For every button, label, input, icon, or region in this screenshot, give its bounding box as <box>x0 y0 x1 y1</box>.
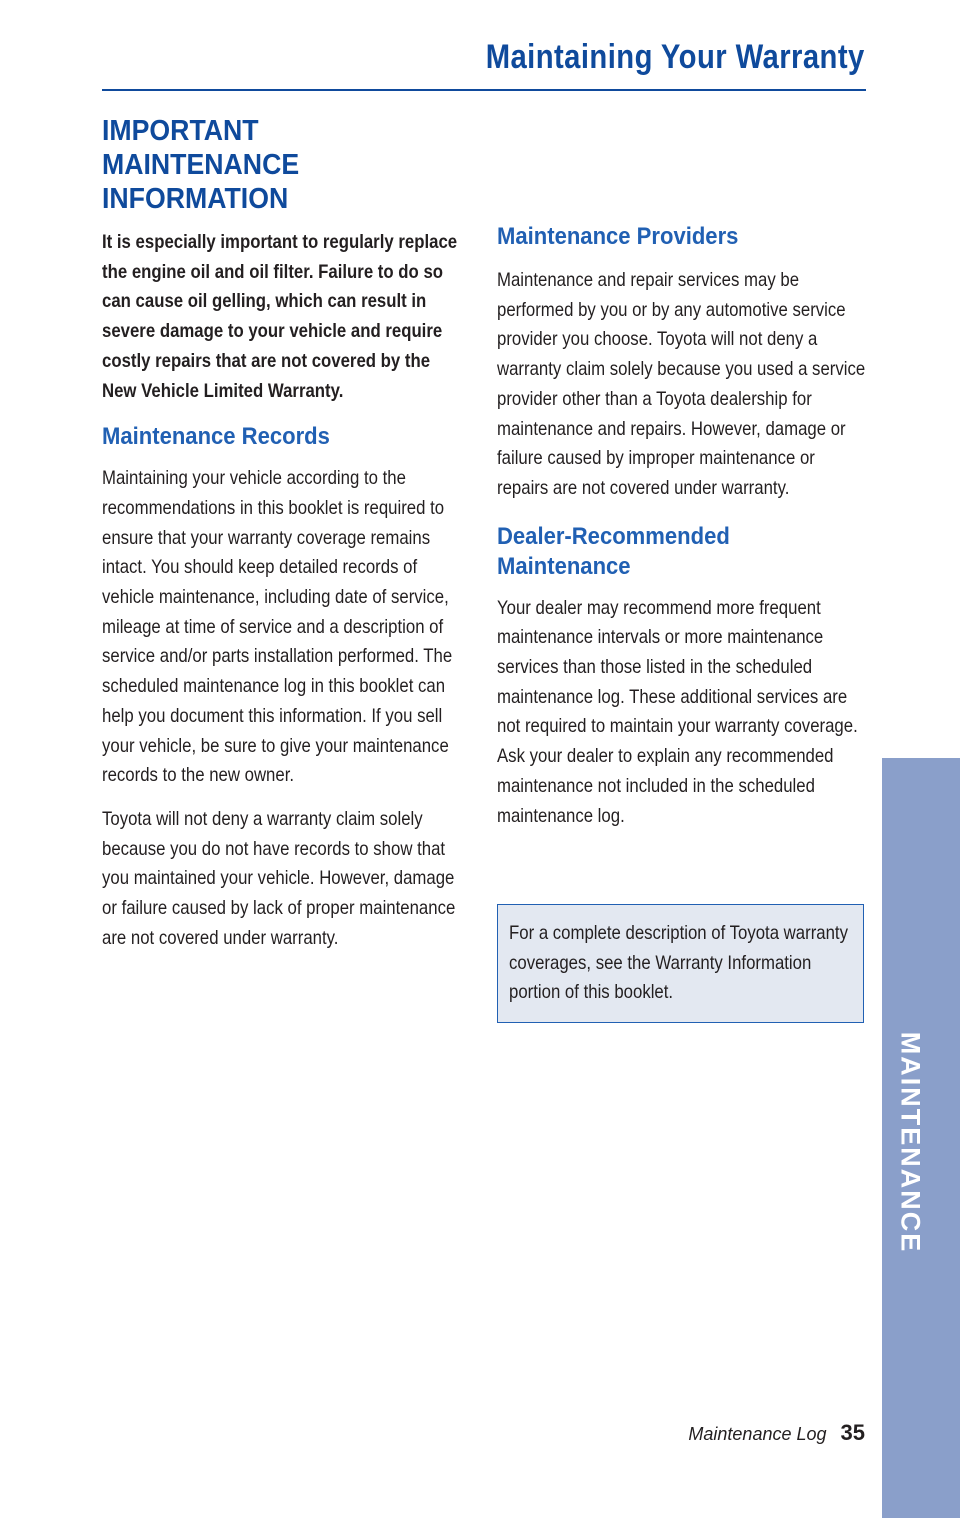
providers-paragraph: Maintenance and repair services may be performed by you or by any automotive service provider you choose. Toyota will not deny a warranty claim solely because you used a service provider other than a Toyota dealership for maintenance and repairs. However, damage or failure caused by improper maintenance or repairs are not covered under warranty. <box>497 269 866 499</box>
warranty-note-text: For a complete description of Toyota warranty coverages, see the Warranty Information portion of this booklet. <box>509 922 848 1004</box>
important-heading: IMPORTANT MAINTENANCE INFORMATION <box>102 115 300 215</box>
page-number: 35 <box>840 1420 865 1445</box>
records-paragraph-1: Maintaining your vehicle according to the recommendations in this booklet is required to ensure that your warranty coverage remains intact. You should keep detailed records of vehicle maintenance, including date of service, mileage at time of service and a description of service and/or parts installation performed. The scheduled maintenance log in this booklet can help you document this information. If you sell your vehicle, be sure to give your maintenance records to the new owner. <box>102 467 453 787</box>
title-divider <box>102 89 866 91</box>
section-tab-text: MAINTENANCE <box>895 1031 926 1253</box>
page-title: Maintaining Your Warranty <box>486 38 865 76</box>
warranty-note-box <box>497 904 864 1023</box>
footer-section-name: Maintenance Log <box>688 1424 827 1444</box>
section-tab-label <box>896 1022 924 1262</box>
dealer-paragraph: Your dealer may recommend more frequent maintenance intervals or more maintenance services than those listed in the scheduled maintenance log. These additional services are not required to maintain your warranty coverage. Ask your dealer to explain any recommended maintenance not included in the scheduled maintenance log. <box>497 596 858 827</box>
left-column <box>102 114 472 953</box>
right-column <box>497 222 869 831</box>
providers-heading: Maintenance Providers <box>497 223 739 250</box>
page-footer <box>688 1420 865 1446</box>
dealer-heading: Dealer-Recommended Maintenance <box>497 522 730 580</box>
important-notice: It is especially important to regularly replace the engine oil and oil filter. Failure to do so can cause oil gelling, which can result in severe damage to your vehicle and require costly repairs that are not covered by the New Vehicle Limited Warranty. <box>102 231 458 402</box>
records-paragraph-2: Toyota will not deny a warranty claim solely because you do not have records to show that you maintained your vehicle. However, damage or failure caused by lack of proper maintenance are not covered under warranty. <box>102 807 456 949</box>
records-heading: Maintenance Records <box>102 423 330 451</box>
